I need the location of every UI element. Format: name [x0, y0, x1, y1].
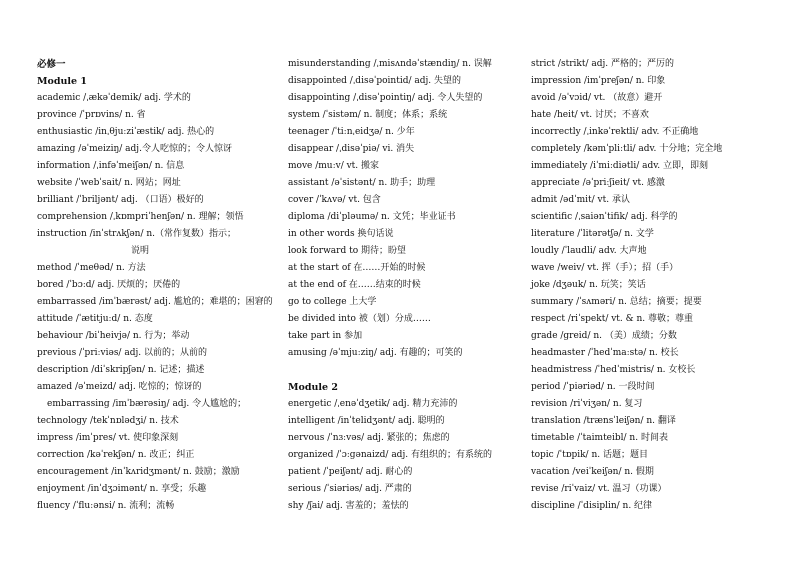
vocab-entry: bored /ˈbɔːd/ adj. 厌烦的；厌倦的 [37, 280, 181, 290]
section-heading: Module 1 [37, 76, 87, 87]
spacer [288, 362, 524, 379]
vocab-entry: vacation /veiˈkeiʃən/ n. 假期 [531, 467, 654, 477]
vocab-entry: enjoyment /inˈdʒɔimənt/ n. 享受；乐趣 [37, 484, 207, 494]
vocab-entry: system /ˈsistəm/ n. 制度；体系；系统 [288, 110, 448, 120]
vocab-entry: headmistress /ˈhedˈmistris/ n. 女校长 [531, 365, 696, 375]
vocab-entry: admit /ədˈmit/ vt. 承认 [531, 195, 630, 205]
vocab-entry: disappointed /ˌdisəˈpointid/ adj. 失望的 [288, 76, 462, 86]
vocab-entry: energetic /ˌenəˈdʒetik/ adj. 精力充沛的 [288, 399, 458, 409]
vocab-entry: brilliant /ˈbriljənt/ adj. （口语）极好的 [37, 195, 204, 205]
vocab-entry: encouragement /inˈkʌridʒmənt/ n. 鼓励；激励 [37, 467, 240, 477]
vocab-entry: avoid /əˈvɔid/ vt. （故意）避开 [531, 93, 663, 103]
vocab-entry: embarrassing /imˈbærəsiŋ/ adj. 令人尴尬的； [47, 399, 247, 409]
vocab-entry: organized /ˈɔːgənaizd/ adj. 有组织的；有系统的 [288, 450, 492, 460]
section-heading: 必修一 [37, 59, 66, 70]
vocab-entry: headmaster /ˈhedˈmaːstə/ n. 校长 [531, 348, 679, 358]
vocab-entry: disappear /ˌdisəˈpiə/ vi. 消失 [288, 144, 415, 154]
vocab-entry: teenager /ˈtiːnˌeidʒə/ n. 少年 [288, 127, 415, 137]
vocab-entry: information /ˌinfəˈmeiʃən/ n. 信息 [37, 161, 185, 171]
vocab-entry: take part in 参加 [288, 331, 363, 341]
vocab-entry: website /ˈwebˈsait/ n. 网站；网址 [37, 178, 181, 188]
vocab-entry: completely /kəmˈpliːtli/ adv. 十分地；完全地 [531, 144, 723, 154]
vocab-entry: patient /ˈpeiʃənt/ adj. 耐心的 [288, 467, 413, 477]
vocab-entry: timetable /ˈtaimteibl/ n. 时间表 [531, 433, 668, 443]
vocab-entry: disappointing /ˌdisəˈpointiŋ/ adj. 令人失望的 [288, 93, 483, 103]
vocab-entry: correction /kəˈrekʃən/ n. 改正；纠正 [37, 450, 195, 460]
vocab-entry: academic /ˌækəˈdemik/ adj. 学术的 [37, 93, 191, 103]
vocab-entry: method /ˈmeθəd/ n. 方法 [37, 263, 146, 273]
vocab-entry: impress /imˈpres/ vt. 使印象深刻 [37, 433, 179, 443]
vocab-entry: respect /riˈspekt/ vt. & n. 尊敬；尊重 [531, 314, 694, 324]
vocab-entry: scientific /ˌsaiənˈtifik/ adj. 科学的 [531, 212, 678, 222]
column-1 [37, 56, 273, 515]
vocab-entry: fluency /ˈfluːənsi/ n. 流利；流畅 [37, 501, 175, 511]
vocab-entry: in other words 换句话说 [288, 229, 394, 239]
vocab-entry: previous /ˈpriːviəs/ adj. 以前的；从前的 [37, 348, 207, 358]
vocab-entry: assistant /əˈsistənt/ n. 助手；助理 [288, 178, 436, 188]
vocab-entry: immediately /iˈmiːdiətli/ adv. 立即，即刻 [531, 161, 708, 171]
vocab-entry: amazing /əˈmeiziŋ/ adj.令人吃惊的；令人惊讶 [37, 144, 232, 154]
vocab-entry: cover /ˈkʌvə/ vt. 包含 [288, 195, 381, 205]
vocab-entry: loudly /ˈlaudli/ adv. 大声地 [531, 246, 647, 256]
vocab-entry: shy /ʃai/ adj. 害羞的；羞怯的 [288, 501, 409, 511]
vocab-entry: 说明 [130, 246, 149, 256]
vocab-entry: revision /riˈviʒən/ n. 复习 [531, 399, 643, 409]
section-heading: Module 2 [288, 382, 338, 393]
vocab-entry: at the end of 在……结束的时候 [288, 280, 421, 290]
vocab-entry: joke /dʒəuk/ n. 玩笑；笑话 [531, 280, 646, 290]
vocab-entry: nervous /ˈnɜːvəs/ adj. 紧张的；焦虑的 [288, 433, 450, 443]
vocab-entry: wave /weiv/ vt. 挥（手）；招（手） [531, 263, 679, 273]
vocab-entry: appreciate /əˈpriːʃieit/ vt. 感激 [531, 178, 665, 188]
vocab-entry: instruction /inˈstrʌkʃən/ n.（常作复数）指示； [37, 229, 236, 239]
vocab-entry: amusing /əˈmjuːziŋ/ adj. 有趣的；可笑的 [288, 348, 463, 358]
vocab-entry: literature /ˈlitərətʃə/ n. 文学 [531, 229, 654, 239]
vocab-entry: attitude /ˈætitjuːd/ n. 态度 [37, 314, 153, 324]
vocab-entry: grade /greid/ n. （美）成绩；分数 [531, 331, 677, 341]
vocab-entry: translation /trænsˈleiʃən/ n. 翻译 [531, 416, 676, 426]
vocab-entry: province /ˈprɒvins/ n. 省 [37, 110, 146, 120]
vocab-entry: serious /ˈsiəriəs/ adj. 严肃的 [288, 484, 412, 494]
vocab-entry: be divided into 被（划）分成…… [288, 314, 431, 324]
vocab-entry: intelligent /inˈtelidʒənt/ adj. 聪明的 [288, 416, 445, 426]
vocab-entry: behaviour /biˈheivjə/ n. 行为；举动 [37, 331, 190, 341]
vocab-entry: go to college 上大学 [288, 297, 377, 307]
vocab-entry: technology /tekˈnɒlədʒi/ n. 技术 [37, 416, 179, 426]
vocab-entry: period /ˈpiəriəd/ n. 一段时间 [531, 382, 655, 392]
vocab-entry: summary /ˈsʌməri/ n. 总结；摘要；提要 [531, 297, 702, 307]
vocab-entry: amazed /əˈmeizd/ adj. 吃惊的；惊讶的 [37, 382, 202, 392]
vocab-entry: embarrassed /imˈbærəst/ adj. 尴尬的；难堪的；困窘的 [37, 297, 273, 307]
column-3 [531, 56, 781, 515]
vocab-entry: look forward to 期待；盼望 [288, 246, 406, 256]
vocab-entry: revise /riˈvaiz/ vt. 温习（功课） [531, 484, 667, 494]
vocab-entry: comprehension /ˌkɒmpriˈhenʃən/ n. 理解；领悟 [37, 212, 244, 222]
vocab-entry: hate /heit/ vt. 讨厌；不喜欢 [531, 110, 649, 120]
vocab-entry: move /muːv/ vt. 搬家 [288, 161, 380, 171]
vocab-entry: enthusiastic /inˌθjuːziˈæstik/ adj. 热心的 [37, 127, 215, 137]
vocab-entry: discipline /ˈdisiplin/ n. 纪律 [531, 501, 653, 511]
vocab-entry: at the start of 在……开始的时候 [288, 263, 426, 273]
vocab-entry: topic /ˈtɒpik/ n. 话题；题目 [531, 450, 648, 460]
vocab-entry: strict /strikt/ adj. 严格的；严厉的 [531, 59, 674, 69]
vocab-entry: misunderstanding /ˌmisʌndəˈstændiŋ/ n. 误解 [288, 59, 492, 69]
vocab-entry: impression /imˈpreʃən/ n. 印象 [531, 76, 666, 86]
vocab-entry: incorrectly /ˌinkəˈrektli/ adv. 不正确地 [531, 127, 699, 137]
vocab-entry: description /diˈskripʃən/ n. 记述；描述 [37, 365, 205, 375]
vocab-entry: diploma /diˈpləumə/ n. 文凭；毕业证书 [288, 212, 456, 222]
column-2 [288, 56, 524, 515]
